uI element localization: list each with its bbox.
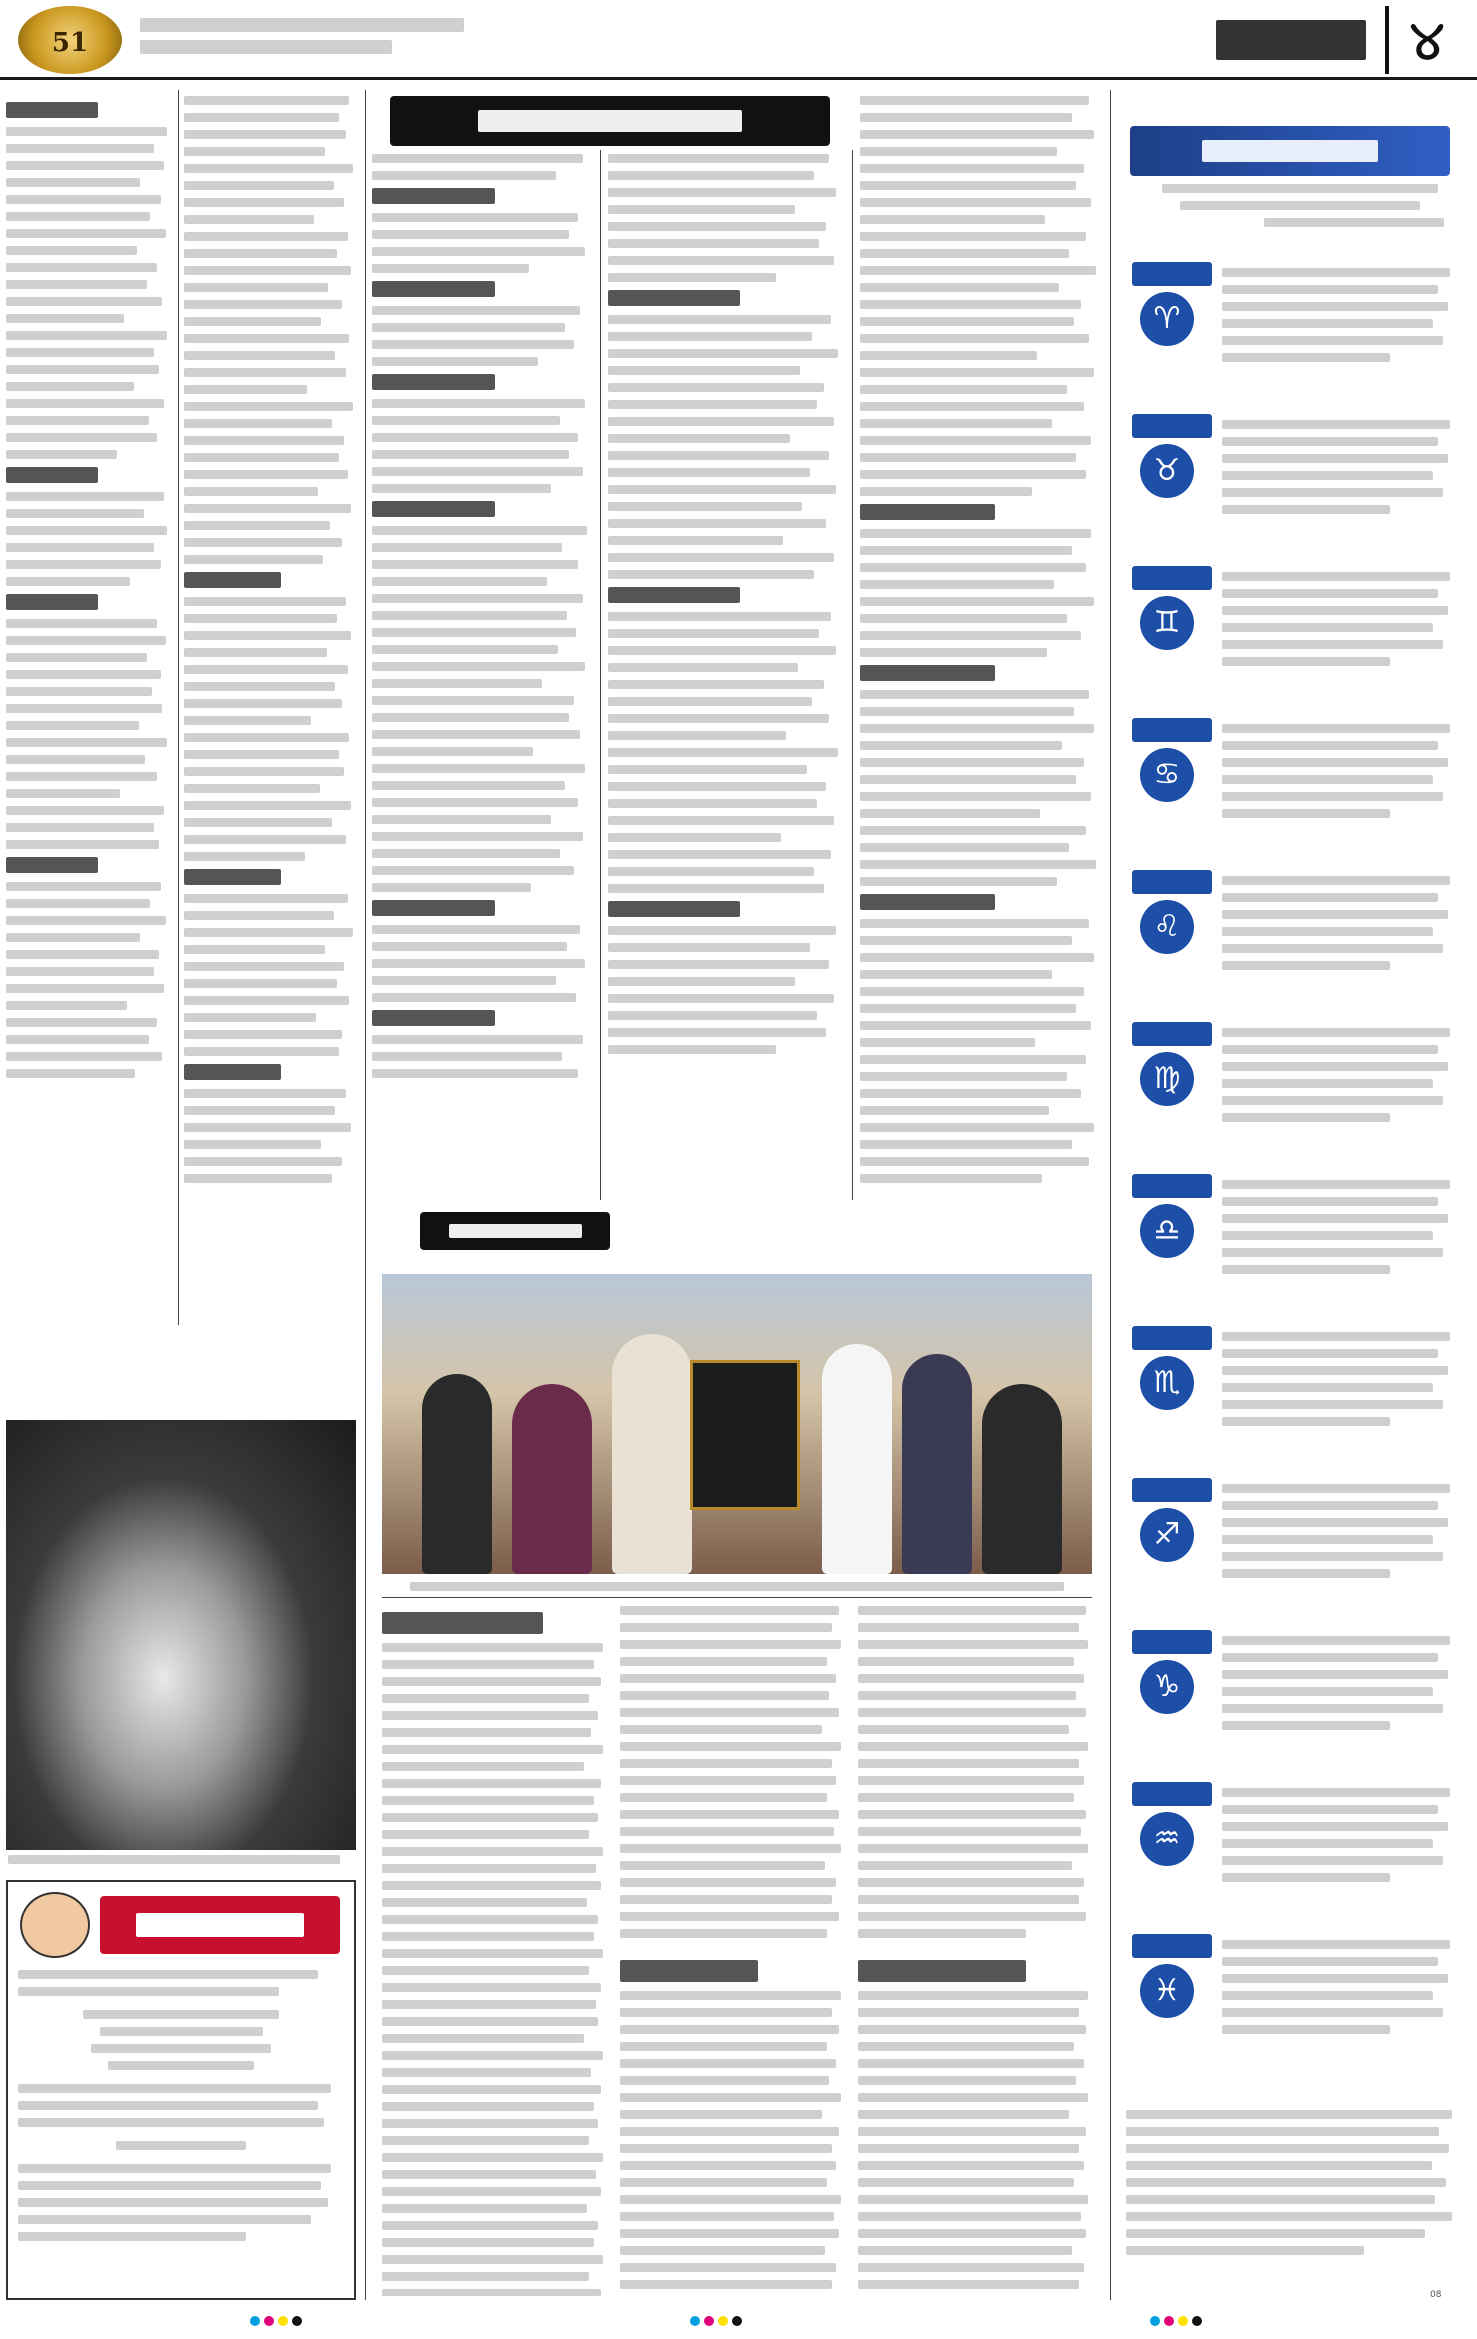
district-listings-col5 <box>860 96 1106 1200</box>
page-number: ୪ <box>1385 6 1465 74</box>
print-code: 08 <box>1430 2290 1442 2300</box>
scorpio-icon: ♏ <box>1140 1356 1194 1410</box>
district-heading <box>372 1010 495 1026</box>
zodiac-sign-label <box>1132 1174 1212 1198</box>
section-title <box>1180 6 1370 74</box>
sagittarius-icon: ♐ <box>1140 1508 1194 1562</box>
column-rule <box>1110 90 1111 2300</box>
weather-map-caption <box>8 1853 354 1867</box>
zodiac-sign-label <box>1132 1478 1212 1502</box>
district-listings-col3 <box>372 154 596 1200</box>
column-rule <box>365 90 366 2300</box>
zodiac-entry <box>1126 1174 1466 1264</box>
rashi-banner <box>1130 126 1450 176</box>
column-rule <box>178 90 179 1325</box>
zodiac-forecast-text <box>1222 1636 1462 1738</box>
zodiac-entry <box>1126 262 1466 352</box>
zodiac-sign-label <box>1132 1022 1212 1046</box>
district-heading <box>372 900 495 916</box>
article-column-1 <box>382 1606 612 2296</box>
gemini-icon: ♊ <box>1140 596 1194 650</box>
zodiac-sign-label <box>1132 718 1212 742</box>
zodiac-sign-label <box>1132 566 1212 590</box>
district-heading <box>372 188 495 204</box>
zodiac-sign-label <box>1132 870 1212 894</box>
column-rule <box>852 150 853 1200</box>
cartoon-character <box>20 1892 90 1958</box>
district-listings-col2 <box>184 96 360 1406</box>
district-heading <box>372 501 495 517</box>
zodiac-entry <box>1126 1022 1466 1112</box>
article-headline <box>858 1960 1026 1982</box>
zodiac-forecast-text <box>1222 268 1462 370</box>
district-heading <box>184 1064 281 1080</box>
anniversary-number: 51 <box>51 28 89 58</box>
zodiac-entry <box>1126 1326 1466 1416</box>
zodiac-entry <box>1126 1934 1466 2024</box>
zodiac-entry <box>1126 1782 1466 1872</box>
panchang-text <box>1126 2110 1466 2290</box>
district-heading <box>6 102 98 118</box>
dateline-place-day <box>140 18 464 32</box>
zodiac-sign-label <box>1132 262 1212 286</box>
district-heading <box>608 901 740 917</box>
taurus-icon: ♉ <box>1140 444 1194 498</box>
district-heading <box>608 587 740 603</box>
zodiac-forecast-text <box>1222 420 1462 522</box>
capricorn-icon: ♑ <box>1140 1660 1194 1714</box>
zodiac-entry <box>1126 1630 1466 1720</box>
cartoon-title <box>100 1896 340 1954</box>
district-heading <box>608 290 740 306</box>
zodiac-entry <box>1126 718 1466 808</box>
article-column-2 <box>620 1606 850 2296</box>
pisces-icon: ♓ <box>1140 1964 1194 2018</box>
column-rule <box>600 150 601 1200</box>
dateline <box>140 12 500 68</box>
zodiac-entry <box>1126 870 1466 960</box>
front-page-continued-banner <box>420 1212 610 1250</box>
print-registration-marks <box>0 2308 1477 2339</box>
zodiac-forecast-text <box>1222 572 1462 674</box>
zodiac-entry <box>1126 1478 1466 1568</box>
article-headline <box>620 1960 758 1982</box>
anniversary-logo <box>18 6 122 74</box>
zodiac-entry <box>1126 414 1466 504</box>
satellite-weather-map <box>6 1420 356 1850</box>
photo-caption <box>382 1576 1092 1598</box>
district-heading <box>184 869 281 885</box>
zodiac-sign-label <box>1132 1782 1212 1806</box>
zodiac-forecast-text <box>1222 1332 1462 1434</box>
zodiac-forecast-text <box>1222 1028 1462 1130</box>
dateline-date <box>140 40 392 54</box>
zodiac-sign-label <box>1132 414 1212 438</box>
events-banner <box>390 96 830 146</box>
district-heading <box>372 374 495 390</box>
aries-icon: ♈ <box>1140 292 1194 346</box>
zodiac-sign-label <box>1132 1326 1212 1350</box>
zodiac-sign-label <box>1132 1630 1212 1654</box>
article-column-3 <box>858 1606 1098 2296</box>
district-heading <box>372 281 495 297</box>
district-listings-col1 <box>6 96 174 1406</box>
district-listings-col4 <box>608 154 848 1200</box>
zodiac-forecast-text <box>1222 1484 1462 1586</box>
district-heading <box>6 594 98 610</box>
zodiac-forecast-text <box>1222 1180 1462 1282</box>
zodiac-forecast-text <box>1222 876 1462 978</box>
zodiac-sign-label <box>1132 1934 1212 1958</box>
leo-icon: ♌ <box>1140 900 1194 954</box>
rashi-astrologer-credit <box>1150 184 1450 244</box>
cancer-icon: ♋ <box>1140 748 1194 802</box>
article-headline <box>382 1612 543 1634</box>
district-heading <box>860 504 995 520</box>
district-heading <box>6 857 98 873</box>
foundation-plaque <box>690 1360 800 1510</box>
zodiac-forecast-text <box>1222 1788 1462 1890</box>
district-heading <box>6 467 98 483</box>
libra-icon: ♎ <box>1140 1204 1194 1258</box>
aquarius-icon: ♒ <box>1140 1812 1194 1866</box>
zodiac-forecast-text <box>1222 724 1462 826</box>
district-heading <box>860 665 995 681</box>
masthead <box>0 0 1477 80</box>
virgo-icon: ♍ <box>1140 1052 1194 1106</box>
district-heading <box>860 894 995 910</box>
zodiac-forecast-text <box>1222 1940 1462 2042</box>
zodiac-entry <box>1126 566 1466 656</box>
cartoon-text <box>18 1970 344 2290</box>
district-heading <box>184 572 281 588</box>
